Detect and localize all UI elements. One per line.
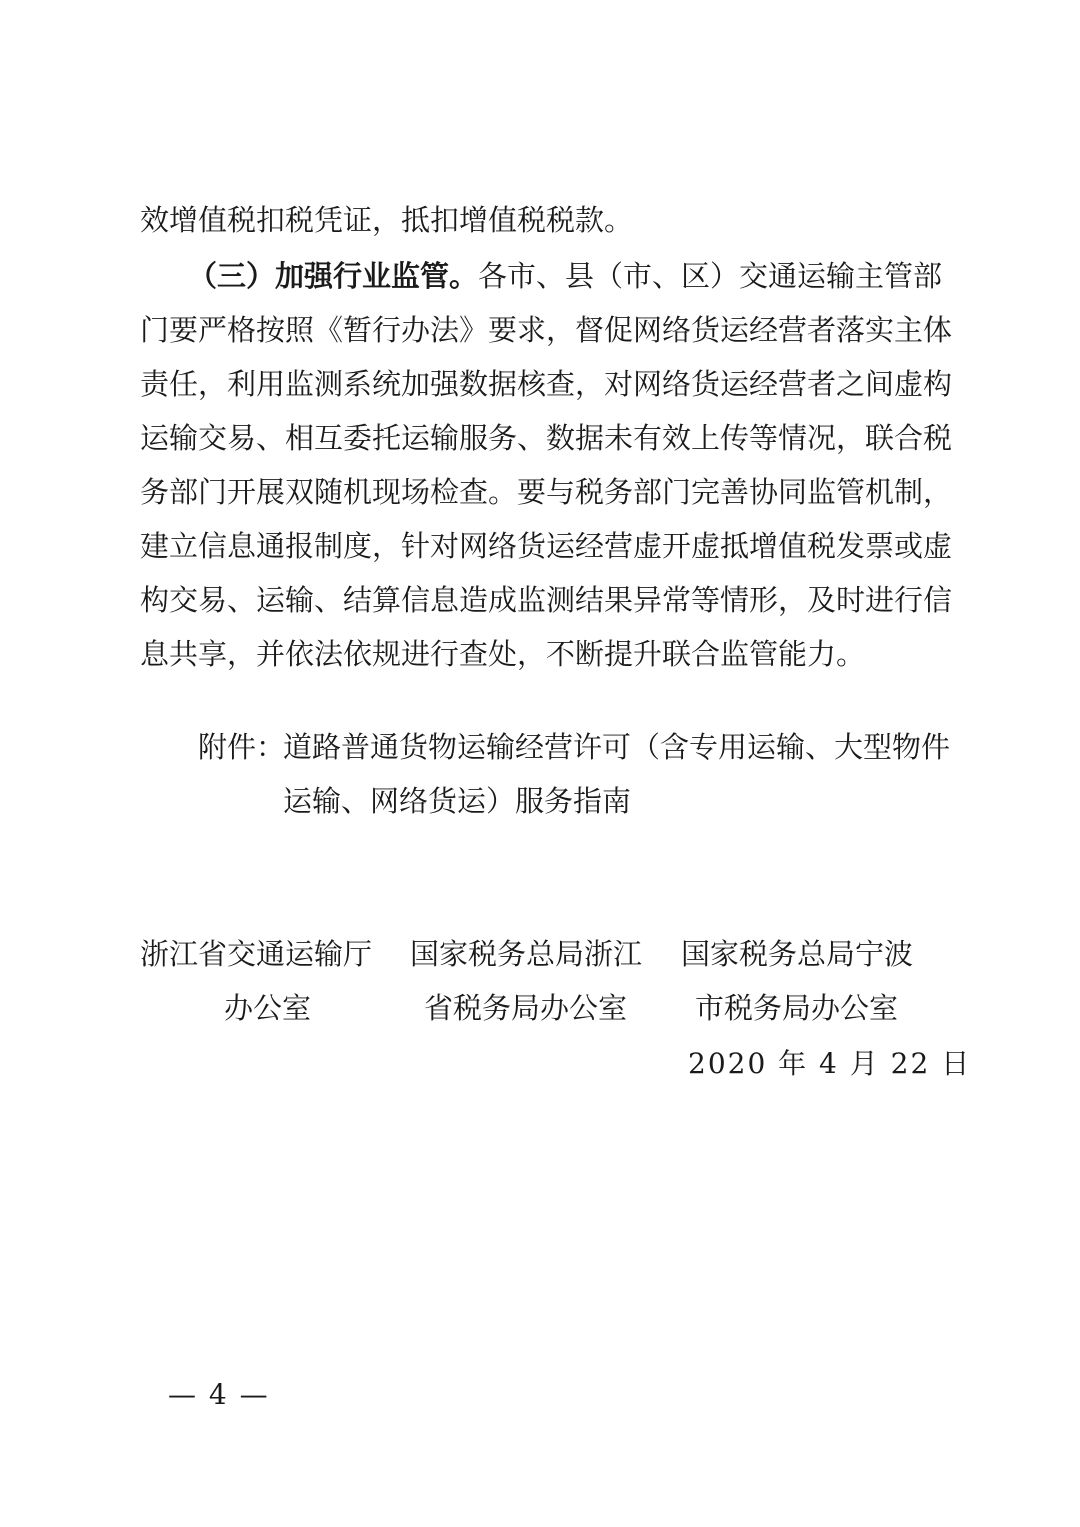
page-number: — 4 — xyxy=(168,1378,270,1411)
section-3-line: 门要严格按照《暂行办法》要求，督促网络货运经营者落实主体 xyxy=(140,313,953,347)
signature-org-1-line-1: 浙江省交通运输厅 xyxy=(140,937,373,971)
signature-org-2-line-1: 国家税务总局浙江 xyxy=(410,937,643,971)
signature-org-3-line-1: 国家税务总局宁波 xyxy=(681,937,914,971)
section-3-line: 运输交易、相互委托运输服务、数据未有效上传等情况，联合税 xyxy=(140,421,953,455)
document-date: 2020 年 4 月 22 日 xyxy=(688,1047,972,1080)
section-3-line: 责任，利用监测系统加强数据核查，对网络货运经营者之间虚构 xyxy=(140,367,953,401)
section-3-first-line-rest: 各市、县（市、区）交通运输主管部 xyxy=(478,259,943,293)
body-line-1: 效增值税扣税凭证，抵扣增值税税款。 xyxy=(140,203,634,237)
signature-org-2-line-2: 省税务局办公室 xyxy=(424,991,628,1025)
section-3-first-line xyxy=(188,254,943,298)
section-3-line: 息共享，并依法依规进行查处，不断提升联合监管能力。 xyxy=(140,637,866,671)
attachment-label: 附件： xyxy=(198,730,286,764)
section-3-line: 建立信息通报制度，针对网络货运经营虚开虚抵增值税发票或虚 xyxy=(140,529,953,563)
section-3-line: 务部门开展双随机现场检查。要与税务部门完善协同监管机制， xyxy=(140,475,953,509)
attachment-title-line-1: 道路普通货物运输经营许可（含专用运输、大型物件 xyxy=(283,730,951,764)
signature-org-1-line-2: 办公室 xyxy=(224,991,312,1025)
section-3-line: 构交易、运输、结算信息造成监测结果异常等情形，及时进行信 xyxy=(140,583,953,617)
signature-org-3-line-2: 市税务局办公室 xyxy=(695,991,899,1025)
section-3-heading: （三）加强行业监管。 xyxy=(188,259,479,293)
attachment-title-line-2: 运输、网络货运）服务指南 xyxy=(283,784,632,818)
